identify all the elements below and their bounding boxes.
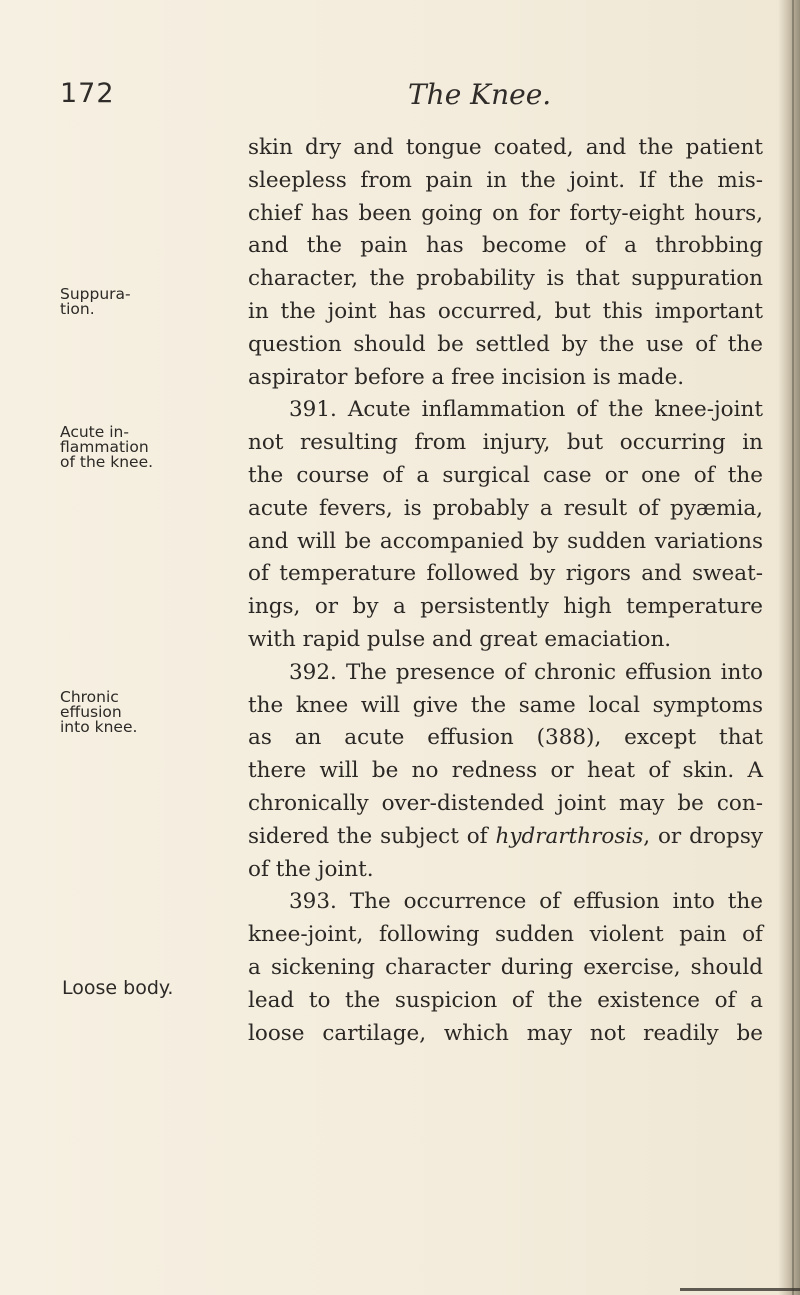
text-line: as an acute effusion (388), except that [248, 725, 763, 751]
text-line: a sickening character during exercise, should [248, 954, 763, 980]
page-edge-shadow [778, 0, 800, 1295]
text-line: chief has been going on for forty-eight hours, [248, 200, 763, 226]
text-line: there will be no redness or heat of skin. A [248, 758, 763, 784]
text-line: of the joint. [248, 856, 374, 882]
italic-term: hydrarthrosis [495, 823, 644, 849]
text-line: 391. Acute inflammation of the knee-joint [289, 397, 763, 423]
text-run: sidered the subject of [248, 823, 496, 849]
side-note-acute-inflammation [60, 425, 153, 470]
side-note-line: flammation [60, 438, 149, 456]
bottom-edge-mark [680, 1288, 800, 1291]
side-note-line: effusion [60, 703, 122, 721]
text-line: the knee will give the same local symptoms [248, 692, 763, 718]
paragraph-392 [248, 657, 763, 887]
running-head [60, 78, 760, 118]
text-line: ings, or by a persistently high temperature [248, 594, 763, 620]
text-line: acute fevers, is probably a result of pyæmia, [248, 495, 763, 521]
side-note-line: Loose body. [62, 977, 174, 999]
text-line: skin dry and tongue coated, and the patient [248, 135, 763, 160]
text-line: chronically over-distended joint may be con- [248, 790, 763, 816]
side-note-chronic-effusion [60, 690, 137, 735]
side-note-line: of the knee. [60, 453, 154, 471]
text-line: the course of a surgical case or one of the [248, 462, 763, 488]
text-line: 392. The presence of chronic effusion into [289, 659, 763, 685]
side-note-loose-body [62, 977, 174, 999]
running-title: The Knee. [408, 78, 552, 111]
text-line: character, the probability is that suppuration [248, 266, 763, 292]
side-note-suppuration [60, 287, 131, 317]
side-note-line: Suppura- [60, 285, 131, 303]
text-line: knee-joint, following sudden violent pain of [248, 922, 763, 948]
side-note-line: tion. [60, 300, 95, 318]
page-edge-line [792, 0, 794, 1295]
side-note-line: Acute in- [60, 423, 129, 441]
paragraph-391 [248, 394, 763, 656]
side-note-line: Chronic [60, 688, 119, 706]
text-line-with-italic [248, 821, 763, 854]
text-line: loose cartilage, which may not readily be [248, 1020, 763, 1046]
text-line: with rapid pulse and great emaciation. [248, 626, 672, 652]
text-line: question should be settled by the use of the [248, 331, 763, 357]
paragraph-continuation [248, 132, 763, 394]
text-line: aspirator before a free incision is made. [248, 364, 685, 390]
paragraph-393 [248, 886, 763, 1050]
text-line: and the pain has become of a throbbing [248, 233, 763, 259]
text-line: not resulting from injury, but occurring in [248, 430, 763, 456]
text-line: of temperature followed by rigors and sweat- [248, 561, 763, 587]
side-note-line: into knee. [60, 718, 138, 736]
text-line: in the joint has occurred, but this important [248, 298, 763, 324]
text-line: lead to the suspicion of the existence of a [248, 987, 763, 1013]
body-text [248, 132, 763, 1050]
text-line: sleepless from pain in the joint. If the mis- [248, 167, 763, 193]
text-line: 393. The occurrence of effusion into the [289, 889, 763, 915]
text-run: , or dropsy [643, 823, 763, 849]
text-line: and will be accompanied by sudden variations [248, 528, 763, 554]
page-number: 172 [60, 78, 115, 109]
